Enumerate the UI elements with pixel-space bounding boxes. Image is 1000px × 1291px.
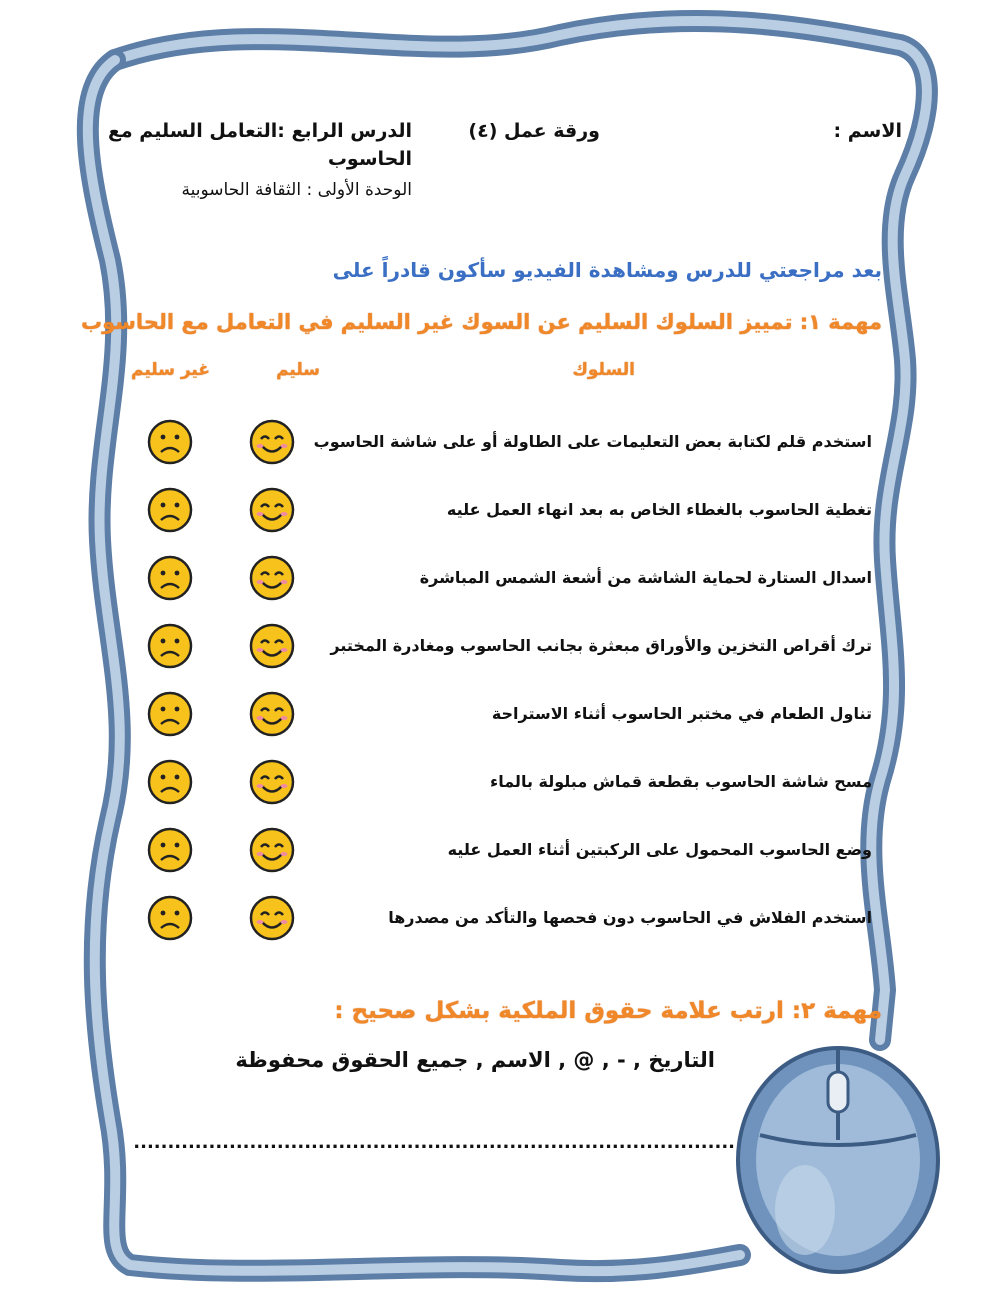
- lesson-title-line1: الدرس الرابع :التعامل السليم مع: [107, 120, 412, 142]
- smiley-face-icon[interactable]: [248, 418, 296, 466]
- intro-objective: بعد مراجعتي للدرس ومشاهدة الفيديو سأكون قادراً على: [332, 258, 882, 282]
- smiley-face-icon[interactable]: [248, 758, 296, 806]
- smiley-face-icon[interactable]: [248, 554, 296, 602]
- behavior-statement: ترك أقراص التخزين والأوراق مبعثرة بجانب الحاسوب ومغادرة المختبر: [330, 636, 872, 655]
- worksheet-title: ورقة عمل (٤): [468, 120, 600, 142]
- smiley-face-icon[interactable]: [248, 826, 296, 874]
- sad-face-icon[interactable]: [146, 826, 194, 874]
- sad-face-icon[interactable]: [146, 894, 194, 942]
- sad-face-icon[interactable]: [146, 418, 194, 466]
- sad-face-icon[interactable]: [146, 554, 194, 602]
- behavior-statement: استخدم قلم لكتابة بعض التعليمات على الطاولة أو على شاشة الحاسوب: [313, 432, 872, 451]
- column-incorrect-header: غير سليم: [131, 360, 210, 380]
- computer-mouse-icon: [720, 1020, 950, 1280]
- sad-face-icon[interactable]: [146, 622, 194, 670]
- behavior-statement: وضع الحاسوب المحمول على الركبتين أثناء العمل عليه: [447, 840, 872, 859]
- behavior-statement: اسدال الستارة لحماية الشاشة من أشعة الشمس المباشرة: [419, 568, 872, 587]
- sad-face-icon[interactable]: [146, 758, 194, 806]
- column-behavior-header: السلوك: [572, 360, 635, 380]
- sad-face-icon[interactable]: [146, 486, 194, 534]
- smiley-face-icon[interactable]: [248, 690, 296, 738]
- answer-line[interactable]: ........................................................................................: [133, 1132, 735, 1153]
- smiley-face-icon[interactable]: [248, 486, 296, 534]
- lesson-title-line2: الحاسوب: [327, 148, 412, 170]
- column-correct-header: سليم: [276, 360, 320, 380]
- task1-title: مهمة ١: تمييز السلوك السليم عن السوك غير السليم في التعامل مع الحاسوب: [81, 310, 882, 334]
- behavior-statement: تناول الطعام في مختبر الحاسوب أثناء الاستراحة: [491, 704, 872, 723]
- smiley-face-icon[interactable]: [248, 894, 296, 942]
- name-label: الاسم :: [833, 120, 902, 142]
- copyright-items: التاريخ , - , @ , الاسم , جميع الحقوق محفوظة: [235, 1048, 715, 1072]
- behavior-statement: تغطية الحاسوب بالغطاء الخاص به بعد انهاء العمل عليه: [446, 500, 872, 519]
- smiley-face-icon[interactable]: [248, 622, 296, 670]
- task2-title: مهمة ٢: ارتب علامة حقوق الملكية بشكل صحيح :: [334, 998, 882, 1024]
- unit-title: الوحدة الأولى : الثقافة الحاسوبية: [181, 180, 412, 200]
- behavior-statement: مسح شاشة الحاسوب بقطعة قماش مبلولة بالماء: [490, 772, 872, 791]
- sad-face-icon[interactable]: [146, 690, 194, 738]
- behavior-statement: استخدم الفلاش في الحاسوب دون فحصها والتأكد من مصدرها: [388, 908, 872, 927]
